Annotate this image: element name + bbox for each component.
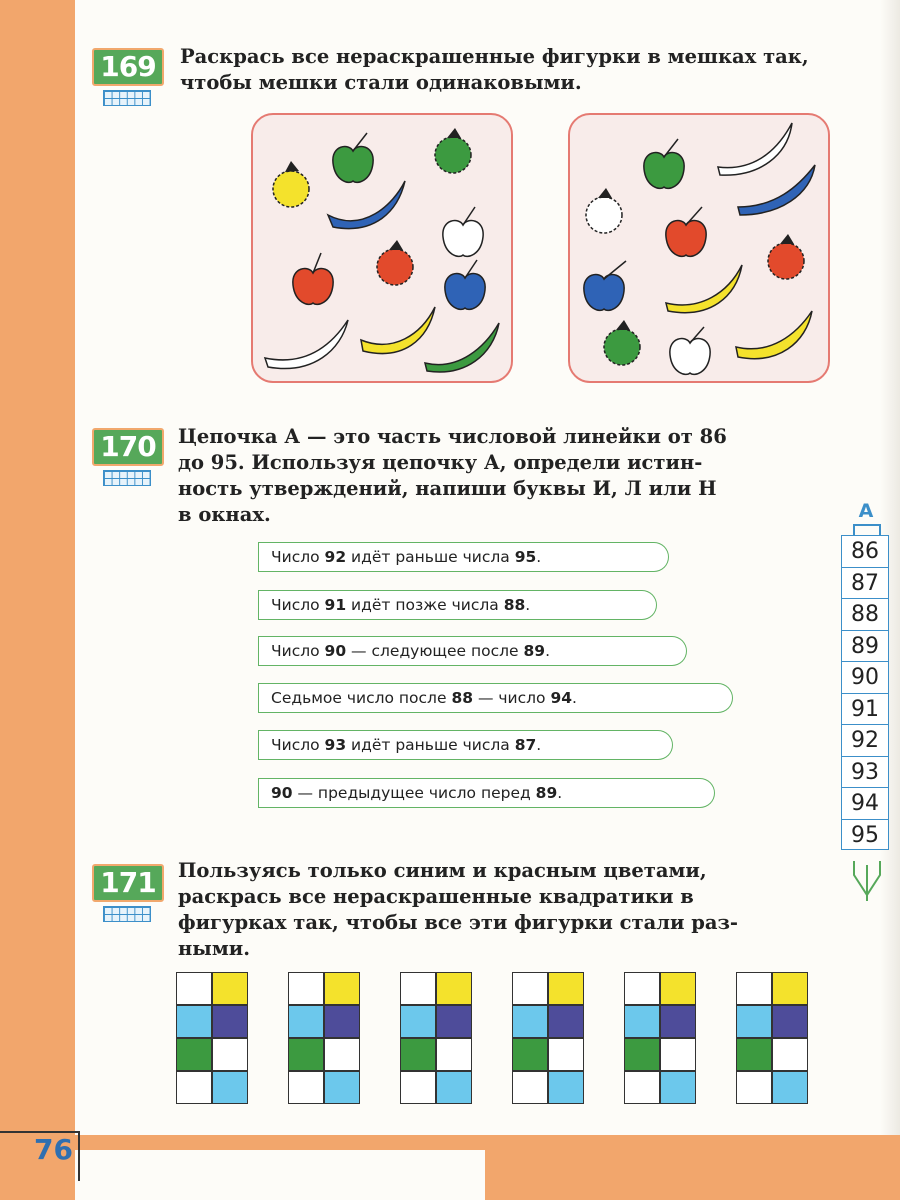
figure-square[interactable] (660, 1071, 696, 1104)
square-figure[interactable] (736, 972, 810, 1106)
task-171-line-2: раскрась все нераскрашенные квадратики в (178, 885, 694, 908)
chain-cell: 93 (841, 756, 889, 788)
answer-window[interactable] (652, 636, 687, 666)
figure-square[interactable] (176, 1038, 212, 1071)
figure-square[interactable] (512, 1071, 548, 1104)
raspberry-icon (768, 234, 804, 279)
bag-left[interactable] (251, 113, 513, 383)
task-170-line-3: ность утверждений, напиши буквы И, Л или Н (178, 477, 717, 500)
figure-square[interactable] (400, 1038, 436, 1071)
answer-window[interactable] (698, 683, 733, 713)
figure-square[interactable] (548, 1071, 584, 1104)
task-169-text (180, 44, 892, 96)
statement-text: Число 91 идёт позже числа 88. (258, 590, 624, 620)
banana-icon (666, 265, 742, 313)
figure-square[interactable] (548, 972, 584, 1005)
apple-icon (443, 207, 483, 256)
task-171-line-4: ными. (178, 937, 251, 960)
answer-window[interactable] (638, 730, 673, 760)
figure-square[interactable] (736, 1038, 772, 1071)
chain-cell: 87 (841, 567, 889, 599)
figure-square[interactable] (772, 1038, 808, 1071)
figure-square[interactable] (288, 972, 324, 1005)
bag-right-fruits (570, 115, 828, 381)
apple-icon (445, 260, 485, 309)
statement-text: Число 92 идёт раньше числа 95. (258, 542, 636, 572)
figure-square[interactable] (176, 1071, 212, 1104)
answer-window[interactable] (622, 590, 657, 620)
figure-square[interactable] (436, 1071, 472, 1104)
figure-square[interactable] (288, 1038, 324, 1071)
figure-square[interactable] (176, 972, 212, 1005)
task-170-line-1: Цепочка А — это часть числовой линейки от 86 (178, 425, 727, 448)
answer-window[interactable] (680, 778, 715, 808)
white-sheet (75, 1150, 485, 1200)
figure-square[interactable] (772, 1071, 808, 1104)
banana-icon (736, 311, 812, 359)
figure-square[interactable] (624, 1005, 660, 1038)
figure-square[interactable] (212, 972, 248, 1005)
chain-label: А (858, 500, 874, 522)
statement-text: Число 90 — следующее после 89. (258, 636, 654, 666)
figure-square[interactable] (324, 972, 360, 1005)
chain-cell: 91 (841, 693, 889, 725)
number-chain (841, 535, 891, 850)
figure-square[interactable] (772, 1005, 808, 1038)
task-171-line-1: Пользуясь только синим и красным цветами, (178, 859, 707, 882)
apple-icon (584, 261, 626, 310)
figure-square[interactable] (436, 972, 472, 1005)
raspberry-icon (586, 188, 622, 233)
raspberry-icon (435, 128, 471, 173)
task-171-text (178, 858, 810, 962)
figure-square[interactable] (512, 1038, 548, 1071)
figure-square[interactable] (212, 1005, 248, 1038)
square-figure[interactable] (512, 972, 586, 1106)
square-figure[interactable] (176, 972, 250, 1106)
figure-square[interactable] (736, 972, 772, 1005)
chain-cell: 90 (841, 661, 889, 693)
task-number-170: 170 (92, 428, 164, 466)
figure-square[interactable] (512, 972, 548, 1005)
statement-text: 90 — предыдущее число перед 89. (258, 778, 682, 808)
task-170-line-4: в окнах. (178, 503, 271, 526)
statement-text: Число 93 идёт раньше числа 87. (258, 730, 640, 760)
figure-square[interactable] (212, 1071, 248, 1104)
task-171-line-3: фигурках так, чтобы все эти фигурки стали раз- (178, 911, 739, 934)
figure-square[interactable] (660, 1005, 696, 1038)
chain-cell: 95 (841, 819, 889, 851)
left-margin-top (0, 0, 75, 595)
figure-square[interactable] (288, 1071, 324, 1104)
apple-icon (293, 253, 333, 304)
apple-icon (333, 133, 373, 182)
figure-square[interactable] (288, 1005, 324, 1038)
figure-square[interactable] (400, 1071, 436, 1104)
task-170-text (178, 424, 808, 528)
figure-square[interactable] (400, 1005, 436, 1038)
task-169-line-1: Раскрась все нераскрашенные фигурки в мешках так, (180, 45, 809, 68)
square-figure[interactable] (288, 972, 362, 1106)
banana-icon (328, 181, 405, 229)
banana-icon (265, 320, 348, 369)
bag-right[interactable] (568, 113, 830, 383)
figure-square[interactable] (736, 1071, 772, 1104)
figure-square[interactable] (624, 972, 660, 1005)
apple-icon (644, 139, 684, 188)
figure-square[interactable] (548, 1005, 584, 1038)
chain-cell: 86 (841, 535, 889, 567)
figure-square[interactable] (736, 1005, 772, 1038)
chain-cell: 88 (841, 598, 889, 630)
raspberry-icon (604, 320, 640, 365)
apple-icon (666, 207, 706, 256)
chain-cell: 94 (841, 787, 889, 819)
task-number-171: 171 (92, 864, 164, 902)
difficulty-grid-icon (103, 906, 151, 922)
bag-left-fruits (253, 115, 511, 381)
task-170-line-2: до 95. Используя цепочку А, определи истин- (178, 451, 703, 474)
banana-icon (425, 323, 499, 372)
figure-square[interactable] (624, 1071, 660, 1104)
figure-square[interactable] (176, 1005, 212, 1038)
square-figure[interactable] (624, 972, 698, 1106)
figure-square[interactable] (212, 1038, 248, 1071)
figure-square[interactable] (400, 972, 436, 1005)
square-figure[interactable] (400, 972, 474, 1106)
raspberry-icon (377, 240, 413, 285)
figure-square[interactable] (324, 1038, 360, 1071)
task-169-line-2: чтобы мешки стали одинаковыми. (180, 71, 582, 94)
chain-cell: 89 (841, 630, 889, 662)
banana-icon (718, 123, 792, 175)
corner-line (78, 1131, 80, 1181)
figure-square[interactable] (512, 1005, 548, 1038)
figure-square[interactable] (772, 972, 808, 1005)
task-number-169: 169 (92, 48, 164, 86)
statement-text: Седьмое число после 88 — число 94. (258, 683, 700, 713)
chain-down-arrow-icon (850, 853, 884, 907)
difficulty-grid-icon (103, 470, 151, 486)
difficulty-grid-icon (103, 90, 151, 106)
answer-window[interactable] (634, 542, 669, 572)
figure-square[interactable] (436, 1038, 472, 1071)
figure-square[interactable] (324, 1005, 360, 1038)
figure-square[interactable] (436, 1005, 472, 1038)
figure-square[interactable] (660, 1038, 696, 1071)
raspberry-icon (273, 161, 309, 207)
chain-cell: 92 (841, 724, 889, 756)
figure-square[interactable] (548, 1038, 584, 1071)
figure-square[interactable] (660, 972, 696, 1005)
page-number: 76 (34, 1133, 73, 1166)
apple-icon (670, 327, 710, 374)
figure-square[interactable] (624, 1038, 660, 1071)
figure-square[interactable] (324, 1071, 360, 1104)
banana-icon (361, 307, 435, 354)
